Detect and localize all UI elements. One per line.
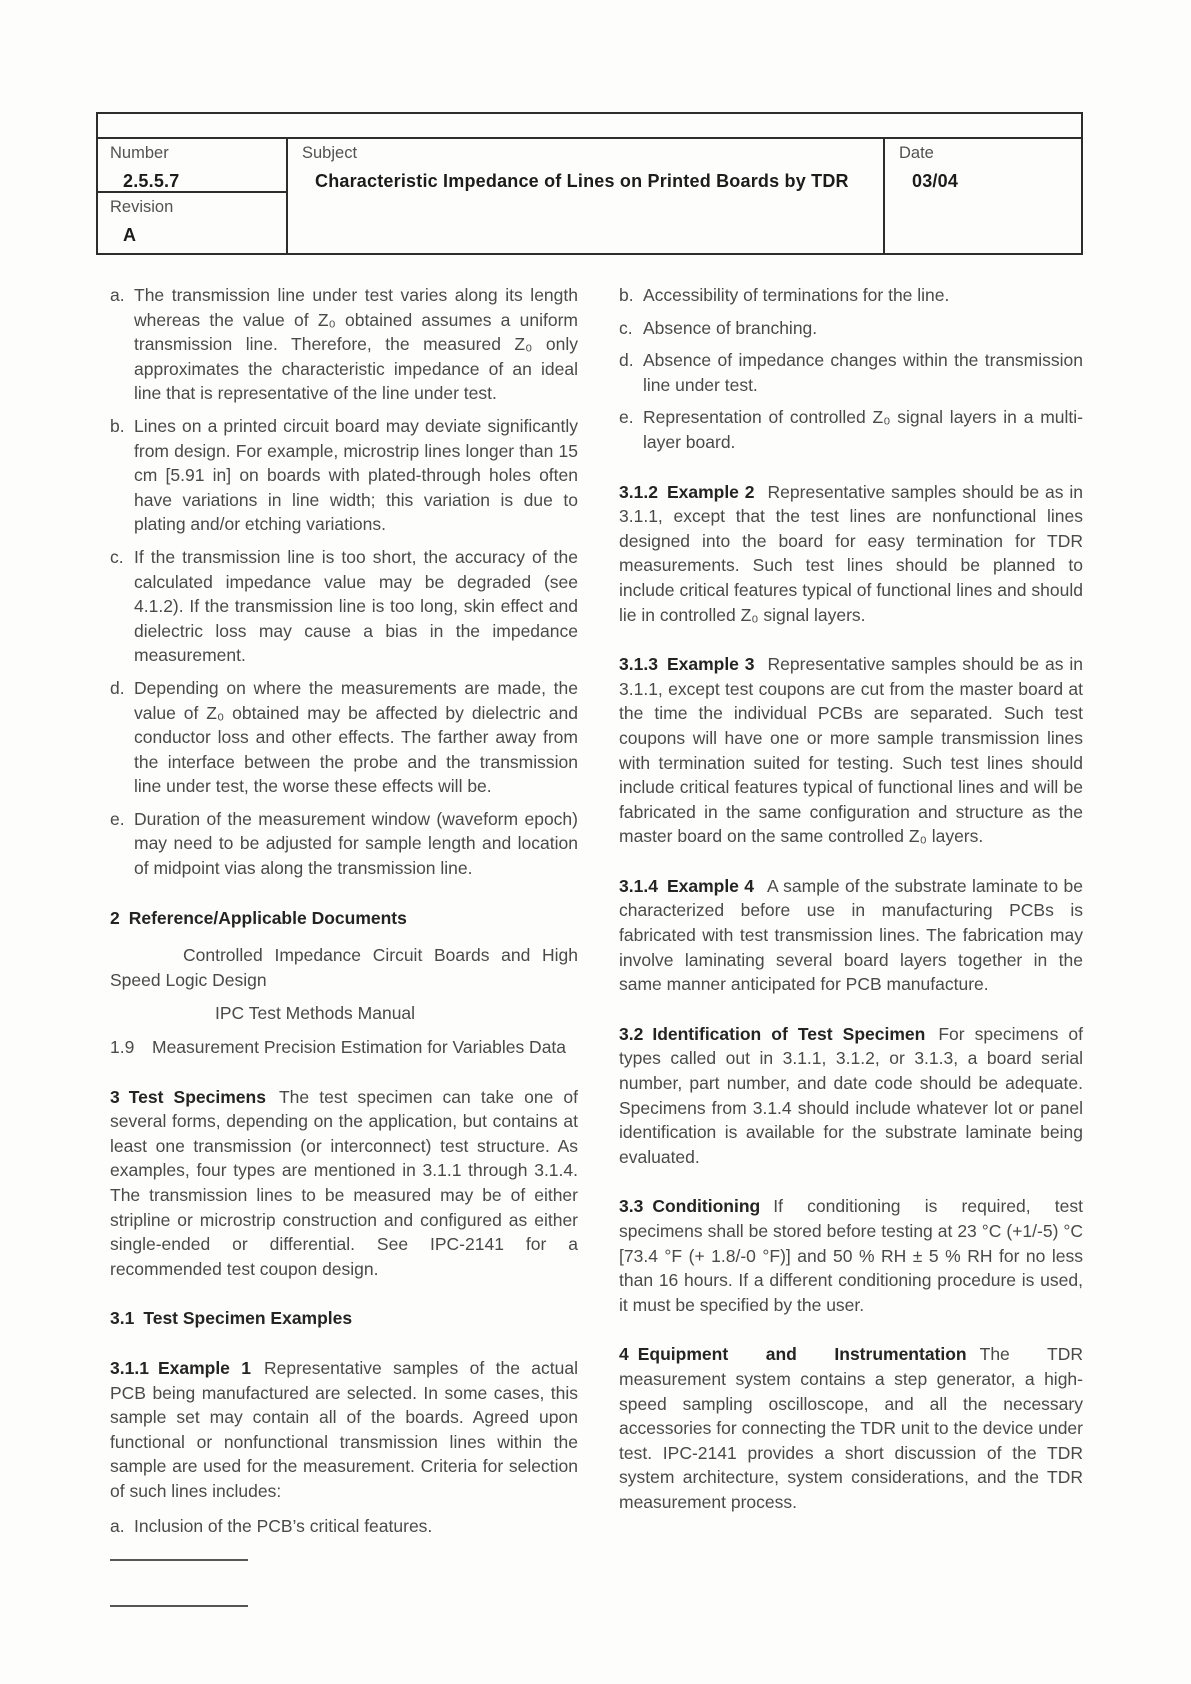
section-3-3-paragraph — [619, 1194, 1083, 1317]
list-text: Absence of impedance changes within the transmission line under test. — [643, 350, 1083, 395]
list-item-c — [110, 545, 578, 668]
section-title: Example 4 — [666, 875, 755, 896]
date-label: Date — [899, 144, 934, 162]
section-body: The TDR measurement system contains a step generator, a high-speed sampling oscilloscope, and all the necessary accessories for connecting the TDR unit to the device under test. IPC-2141 provides a short discussion of the TDR system architecture, system considerations, and the TDR measurement process. — [619, 1344, 1083, 1512]
number-label: Number — [110, 144, 169, 162]
list-marker: a. — [110, 1515, 125, 1536]
header-table — [96, 112, 1083, 255]
footnote-rule — [110, 1605, 248, 1607]
section-body: If conditioning is required, test specimens shall be stored before testing at 23 °C (+1/-5) °C [73.4 °F (+ 1.8/-0 °F)] and 50 % RH ± 5 % RH for no less than 16 hours. If a different conditioning procedure is used, it must be specified by the user. — [619, 1196, 1083, 1315]
reference-text: Measurement Precision Estimation for Variables Data — [152, 1037, 567, 1058]
list-marker: b. — [110, 415, 125, 436]
section-3-1-1-paragraph — [110, 1356, 578, 1504]
section-title: Test Specimen Examples — [143, 1308, 353, 1329]
section-number: 4 — [619, 1344, 629, 1365]
section-number: 3 — [110, 1086, 120, 1107]
list-text: Depending on where the measurements are made, the value of Z₀ obtained may be affected by dielectric and conductor loss and other effects. The farther away from the interface between the probe and the transmission line under test, the worse these effects will be. — [134, 677, 578, 797]
list-text: Absence of branching. — [643, 317, 818, 338]
section-title: Equipment and Instrumentation — [637, 1344, 967, 1365]
list-marker: a. — [110, 285, 125, 305]
list-marker: e. — [110, 808, 125, 829]
revision-value: A — [123, 225, 137, 245]
section-number: 2 — [110, 907, 120, 928]
body-columns — [110, 283, 1083, 1607]
section-title: Identification of Test Specimen — [652, 1023, 926, 1044]
list-marker: e. — [619, 407, 634, 428]
section-title: Test Specimens — [128, 1086, 266, 1107]
section-2-heading — [110, 906, 578, 931]
date-cell — [883, 139, 1081, 253]
section-body: Representative samples should be as in 3.1.1, except test coupons are cut from the master board at the time the individual PCBs are separated. Such test coupons will have one or more sample transmission lines with termination suited for testing. Such test lines should include critical features typical of functional lines and will be fabricated in the same configuration and structure as the master board on the same controlled Z₀ layers. — [619, 654, 1083, 847]
list-text: Duration of the measurement window (waveform epoch) may need to be adjusted for sample length and location of midpoint vias along the transmission line. — [134, 808, 578, 879]
section-3-1-3-paragraph — [619, 652, 1083, 849]
reference-number: 1.9 — [110, 1037, 135, 1058]
criteria-item-a — [110, 1514, 578, 1539]
subject-label: Subject — [302, 144, 358, 162]
section-number: 3.3 — [619, 1196, 644, 1217]
list-text: If the transmission line is too short, the accuracy of the calculated impedance value may be degraded (see 4.1.2). If the transmission line is too long, skin effect and dielectric loss may cause a bias in the impedance measurement. — [134, 546, 578, 666]
header-top-strip — [98, 114, 1081, 139]
revision-cell — [98, 193, 286, 253]
section-number: 3.1 — [110, 1308, 135, 1329]
section-number: 3.1.2 — [619, 481, 658, 502]
section-body: Representative samples should be as in 3.1.1, except that the test lines are nonfunctional lines designed into the board for easy termination for TDR measurements. Such test lines should be planned to include critical features typical of functional lines and should lie in controlled Z₀ signal layers. — [619, 481, 1083, 625]
section-title: Example 3 — [666, 654, 755, 675]
section-body: The test specimen can take one of several forms, depending on the application, but contains at least one transmission (or interconnect) test structure. As examples, four types are mentioned in 3.1.1 through 3.1.4. The transmission lines to be measured may be of either stripline or microstrip construction and configured as either single-ended or differential. See IPC-2141 for a recommended test coupon design. — [110, 1086, 578, 1279]
number-value: 2.5.5.7 — [123, 171, 180, 191]
list-text: Inclusion of the PCB’s critical features. — [134, 1515, 433, 1536]
section-title: Conditioning — [652, 1196, 761, 1217]
section-3-1-heading — [110, 1306, 578, 1331]
list-text: Representation of controlled Z₀ signal layers in a multi-layer board. — [643, 407, 1083, 452]
list-item-d — [110, 676, 578, 799]
revision-label: Revision — [110, 198, 174, 216]
section-body: For specimens of types called out in 3.1.1, 3.1.2, or 3.1.3, a board serial number, part number, and date code should be adequate. Specimens from 3.1.4 should include whatever lot or panel identification is available for the substrate laminate being evaluated. — [619, 1023, 1083, 1167]
list-marker: d. — [110, 677, 125, 698]
list-marker: c. — [110, 546, 124, 567]
section-3-1-4-paragraph — [619, 874, 1083, 997]
subject-cell — [288, 139, 883, 253]
list-text: Lines on a printed circuit board may deviate significantly from design. For example, microstrip lines longer than 15 cm [5.91 in] on boards with plated-through holes often have variations in line width; this variation is due to plating and/or etching variations. — [134, 415, 578, 535]
list-marker: d. — [619, 350, 634, 371]
list-marker: b. — [619, 285, 634, 305]
section-number: 3.1.4 — [619, 875, 658, 896]
list-item-c — [619, 316, 1083, 341]
section-4-paragraph — [619, 1342, 1083, 1514]
date-value: 03/04 — [912, 171, 959, 191]
section-body: Representative samples of the actual PCB being manufactured are selected. In some cases, this sample set may contain all of the boards. Agreed upon functional or nonfunctional transmission lines within the sample are used for the measurement. Criteria for selection of such lines includes: — [110, 1357, 578, 1501]
footnote-rule — [110, 1559, 248, 1561]
list-item-a — [110, 283, 578, 406]
list-marker: c. — [619, 317, 633, 338]
section-title: Example 1 — [157, 1357, 252, 1378]
number-cell — [98, 139, 286, 193]
section-body: A sample of the substrate laminate to be characterized before use in manufacturing PCBs is fabricated with test transmission lines. The fabrication may involve laminating several board layers together in the same manner anticipated for PCB manufacture. — [619, 875, 1084, 995]
list-text: The transmission line under test varies along its length whereas the value of Z₀ obtained assumes a uniform transmission line. Therefore, the measured Z₀ only approximates the characteristic impedance of an ideal line that is representative of the line under test. — [134, 285, 578, 404]
reference-entry-2: IPC Test Methods Manual — [215, 1003, 416, 1024]
section-number: 3.2 — [619, 1023, 644, 1044]
list-item-d — [619, 348, 1083, 397]
section-title: Reference/Applicable Documents — [128, 907, 407, 928]
left-column — [110, 283, 578, 1607]
right-column — [619, 283, 1083, 1607]
section-title: Example 2 — [666, 481, 755, 502]
section-number: 3.1.1 — [110, 1357, 149, 1378]
section-3-paragraph — [110, 1085, 578, 1282]
section-3-1-2-paragraph — [619, 480, 1083, 628]
reference-entry-3 — [110, 1035, 578, 1060]
list-item-b — [619, 283, 1083, 308]
reference-entry-1: Controlled Impedance Circuit Boards and High Speed Logic Design — [110, 945, 578, 990]
section-3-2-paragraph — [619, 1022, 1083, 1170]
list-item-e — [110, 807, 578, 881]
section-number: 3.1.3 — [619, 654, 658, 675]
document-title: Characteristic Impedance of Lines on Printed Boards by TDR — [315, 171, 849, 191]
list-item-b — [110, 414, 578, 537]
list-text: Accessibility of terminations for the line. — [643, 285, 950, 305]
list-item-e — [619, 405, 1083, 454]
